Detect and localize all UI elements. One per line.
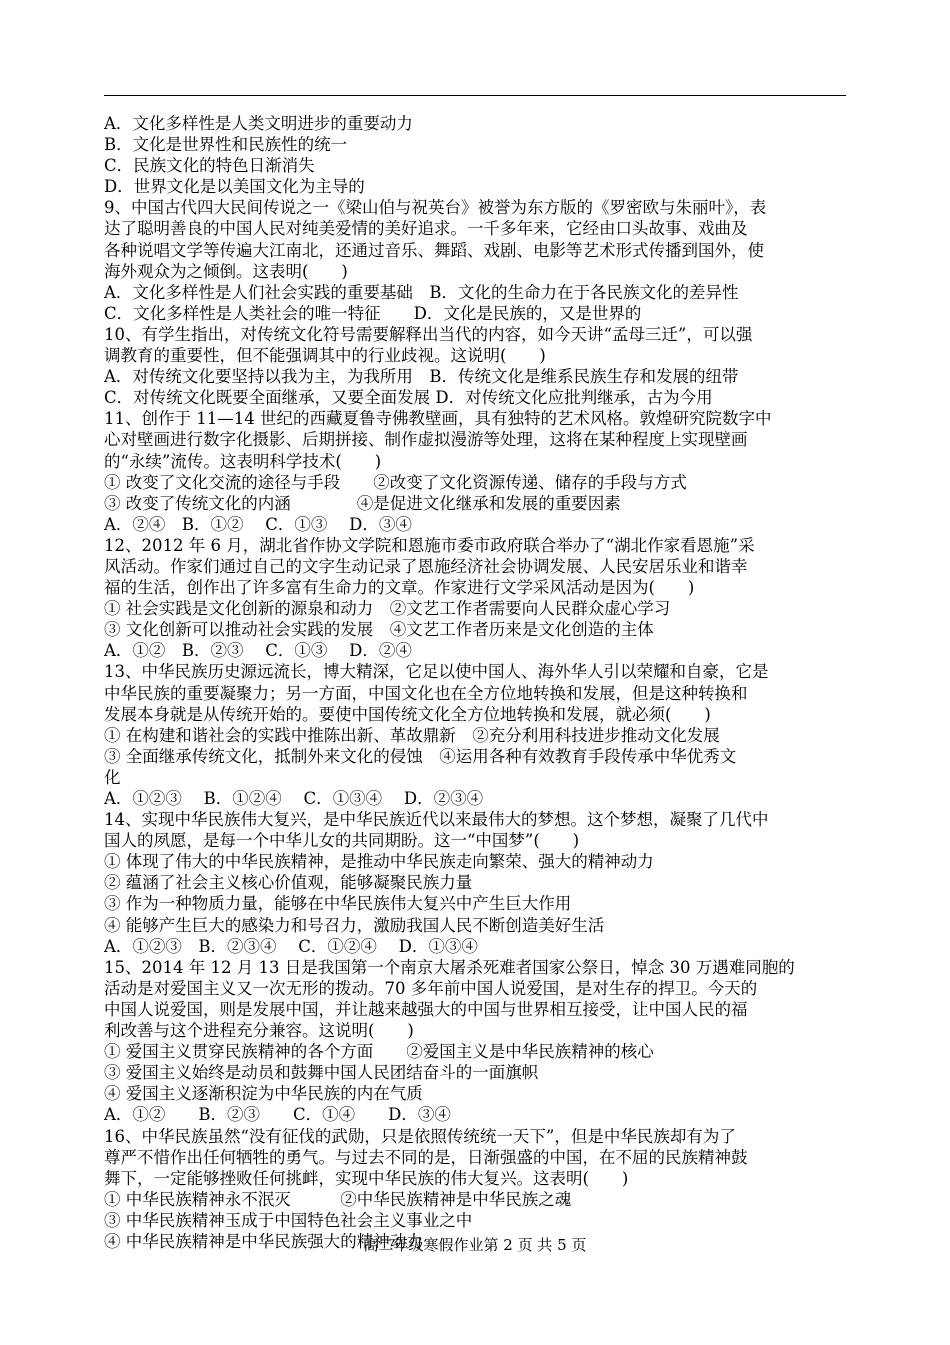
text-line: ③ 全面继承传统文化，抵制外来文化的侵蚀 ④运用各种有效教育手段传承中华优秀文 xyxy=(104,746,737,766)
text-line: 10、有学生指出，对传统文化符号需要解释出当代的内容，如今天讲“孟母三迁”，可以强 xyxy=(104,324,753,344)
text-line: 舞下，一定能够挫败任何挑衅，实现中华民族的伟大复兴。这表明( ) xyxy=(104,1168,629,1188)
text-line: 12、2012 年 6 月，湖北省作协文学院和恩施市委市政府联合举办了“湖北作家看恩施”采 xyxy=(104,535,755,555)
text-line: A．①②③ B．②③④ C．①②④ D．①③④ xyxy=(104,936,478,956)
text-line: D．世界文化是以美国文化为主导的 xyxy=(104,177,365,197)
text-line: 活动是对爱国主义又一次无形的拨动。70 多年前中国人说爱国，是对生存的捍卫。今天的 xyxy=(104,978,758,998)
text-line: ① 体现了伟大的中华民族精神，是推动中华民族走向繁荣、强大的精神动力 xyxy=(104,852,654,872)
text-line: 心对壁画进行数字化摄影、后期拼接、制作虚拟漫游等处理，这将在某种程度上实现壁画 xyxy=(104,430,748,450)
text-line: A．①② B．②③ C．①③ D．②④ xyxy=(104,641,412,661)
text-line: 尊严不惜作出任何牺牲的勇气。与过去不同的是，日渐强盛的中国，在不屈的民族精神鼓 xyxy=(104,1147,748,1167)
text-line: A．对传统文化要坚持以我为主，为我所用 B．传统文化是维系民族生存和发展的纽带 xyxy=(104,367,739,387)
text-line: A．文化多样性是人类文明进步的重要动力 xyxy=(104,114,413,133)
text-line: ① 在构建和谐社会的实践中推陈出新、革故鼎新 ②充分利用科技进步推动文化发展 xyxy=(104,725,720,745)
text-line: A．①②③ B．①②④ C．①③④ D．②③④ xyxy=(104,789,484,808)
text-line: 国人的夙愿，是每一个中华儿女的共同期盼。这一“中国梦”( ) xyxy=(104,831,580,851)
text-line: ② 蕴涵了社会主义核心价值观，能够凝聚民族力量 xyxy=(104,873,473,893)
text-line: ① 爱国主义贯穿民族精神的各个方面 ②爱国主义是中华民族精神的核心 xyxy=(104,1042,654,1062)
text-line: 中国人说爱国，则是发展中国，并让越来越强大的中国与世界相互接受，让中国人民的福 xyxy=(104,999,748,1019)
text-line: ① 中华民族精神永不泯灭 ②中华民族精神是中华民族之魂 xyxy=(104,1189,572,1209)
text-line: A．②④ B．①② C．①③ D．③④ xyxy=(104,514,412,534)
text-line: ④ 能够产生巨大的感染力和号召力，激励我国人民不断创造美好生活 xyxy=(104,915,605,935)
text-line: A．文化多样性是人们社会实践的重要基础 B．文化的生命力在于各民族文化的差异性 xyxy=(104,282,739,302)
text-line: ④ 爱国主义逐渐积淀为中华民族的内在气质 xyxy=(104,1084,423,1104)
header-rule xyxy=(104,95,846,96)
text-line: A．①② B．②③ C．①④ D．③④ xyxy=(104,1105,451,1125)
text-line: ① 社会实践是文化创新的源泉和动力 ②文艺工作者需要向人民群众虚心学习 xyxy=(104,599,671,619)
text-line: 各种说唱文学等传遍大江南北，还通过音乐、舞蹈、戏剧、电影等艺术形式传播到国外，使 xyxy=(104,240,764,260)
text-line: C．民族文化的特色日渐消失 xyxy=(104,156,315,176)
text-line: 15、2014 年 12 月 13 日是我国第一个南京大屠杀死难者国家公祭日，悼念 30 万遇难同胞的 xyxy=(104,957,795,977)
text-line: ③ 改变了传统文化的内涵 ④是促进文化继承和发展的重要因素 xyxy=(104,493,621,513)
text-line: 发展本身就是从传统开始的。要使中国传统文化全方位地转换和发展，就必须( ) xyxy=(104,704,711,724)
text-line: 海外观众为之倾倒。这表明( ) xyxy=(104,261,348,281)
text-line: 化 xyxy=(104,767,121,787)
text-line: 14、实现中华民族伟大复兴，是中华民族近代以来最伟大的梦想。这个梦想，凝聚了几代中 xyxy=(104,810,769,830)
text-line: ③ 中华民族精神玉成于中国特色社会主义事业之中 xyxy=(104,1210,473,1230)
text-line: 16、中华民族虽然“没有征伐的武勋，只是依照传统统一天下”，但是中华民族却有为了 xyxy=(104,1126,736,1146)
text-line: C．文化多样性是人类社会的唯一特征 D．文化是民族的，又是世界的 xyxy=(104,303,642,323)
text-line: 风活动。作家们通过自己的文字生动记录了恩施经济社会协调发展、人民安居乐业和谐幸 xyxy=(104,556,748,576)
text-line: 利改善与这个进程充分兼容。这说明( ) xyxy=(104,1021,414,1041)
question-text-body xyxy=(104,113,849,1252)
page-footer: 高二年级寒假作业第 2 页 共 5 页 xyxy=(363,1236,587,1254)
text-line: 中华民族的重要凝聚力；另一方面，中国文化也在全方位地转换和发展，但是这种转换和 xyxy=(104,683,748,703)
text-line: B．文化是世界性和民族性的统一 xyxy=(104,135,348,155)
text-line: 达了聪明善良的中国人民对纯美爱情的美好追求。一千多年来，它经由口头故事、戏曲及 xyxy=(104,219,748,239)
text-line: ③ 爱国主义始终是动员和鼓舞中国人民团结奋斗的一面旗帜 xyxy=(104,1063,539,1083)
text-line: 11、创作于 11—14 世纪的西藏夏鲁寺佛教壁画，具有独特的艺术风格。敦煌研究院数字中 xyxy=(104,409,772,429)
text-line: ① 改变了文化交流的途径与手段 ②改变了文化资源传递、储存的手段与方式 xyxy=(104,472,687,492)
text-line: 的“永续”流传。这表明科学技术( ) xyxy=(104,451,382,471)
text-line: ④ 中华民族精神是中华民族强大的精神动力 xyxy=(104,1231,423,1251)
text-line: 调教育的重要性，但不能强调其中的行业歧视。这说明( ) xyxy=(104,346,546,366)
text-line: C．对传统文化既要全面继承，又要全面发展 D．对传统文化应批判继承，古为今用 xyxy=(104,388,713,408)
text-line: 13、中华民族历史源远流长，博大精深，它足以使中国人、海外华人引以荣耀和自豪，它是 xyxy=(104,662,769,682)
text-line: 福的生活，创作出了许多富有生命力的文章。作家进行文学采风活动是因为( ) xyxy=(104,578,695,598)
text-line: ③ 文化创新可以推动社会实践的发展 ④文艺工作者历来是文化创造的主体 xyxy=(104,620,654,640)
text-line: 9、中国古代四大民间传说之一《梁山伯与祝英台》被誉为东方版的《罗密欧与朱丽叶》，表 xyxy=(104,198,767,218)
text-line: ③ 作为一种物质力量，能够在中华民族伟大复兴中产生巨大作用 xyxy=(104,894,572,914)
